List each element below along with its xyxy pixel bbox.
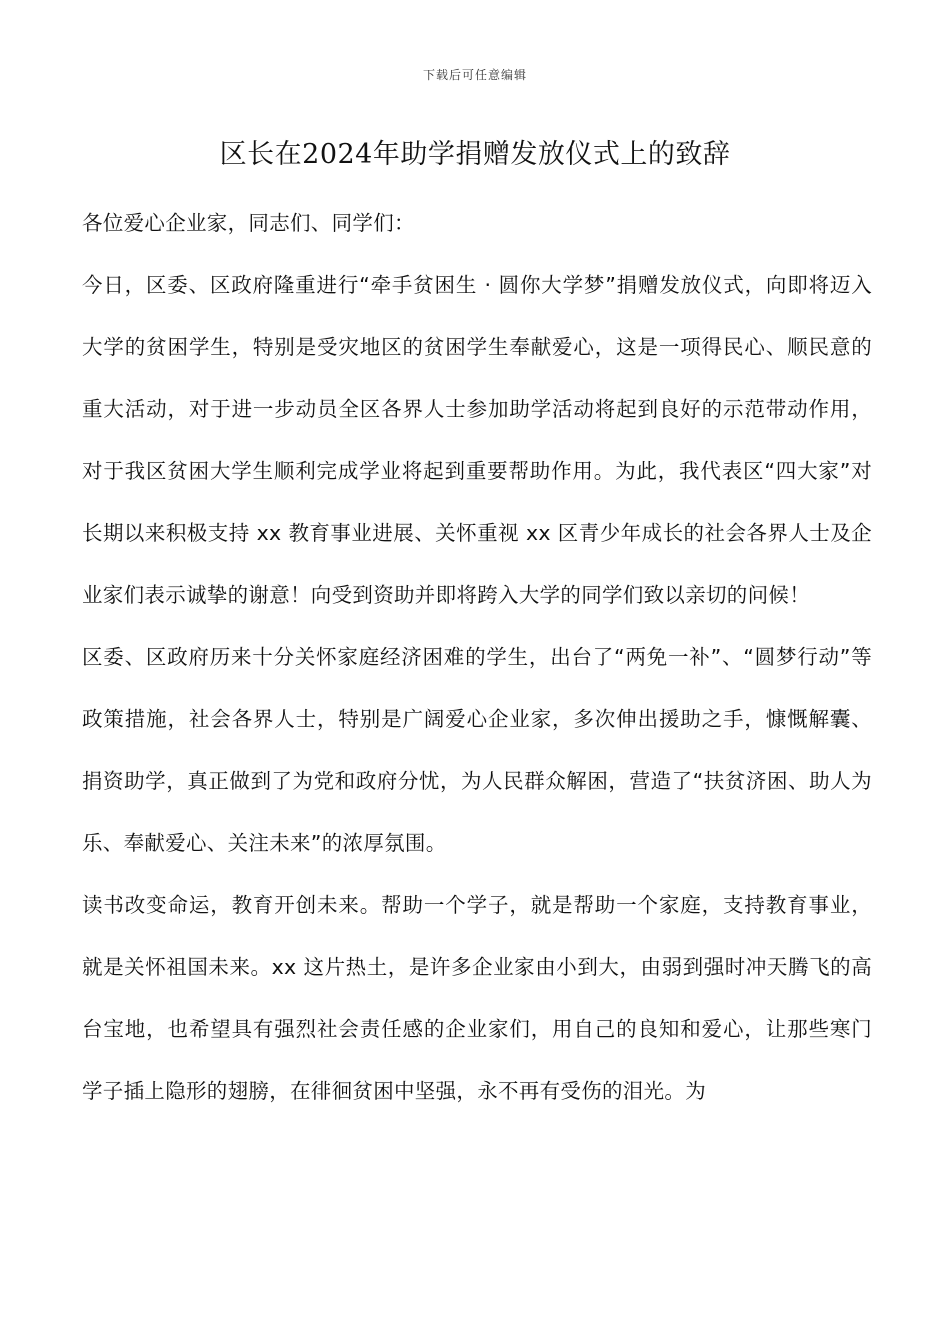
paragraph-3: 读书改变命运，教育开创未来。帮助一个学子，就是帮助一个家庭，支持教育事业，就是关怀祖国未来。xx 这片热土，是许多企业家由小到大，由弱到强时冲天腾飞的高台宝地，也希望具有强烈社会责任感的企业家们，用自己的良知和爱心，让那些寒门学子插上隐形的翅膀，在徘徊贫困中坚强，永不再有受伤的泪光。为 — [82, 893, 872, 1103]
paragraph-2: 区委、区政府历来十分关怀家庭经济困难的学生，出台了“两免一补”、“圆梦行动”等政策措施，社会各界人士，特别是广阔爱心企业家，多次伸出援助之手，慷慨解囊、捐资助学，真正做到了为党和政府分忧，为人民群众解困，营造了“扶贫济困、助人为乐、奉献爱心、关注未来”的浓厚氛围。 — [82, 645, 872, 855]
paragraph-1: 今日，区委、区政府隆重进行“牵手贫困生 · 圆你大学梦”捐赠发放仪式，向即将迈入大学的贫困学生，特别是受灾地区的贫困学生奉献爱心，这是一项得民心、顺民意的重大活动，对于进一步动员全区各界人士参加助学活动将起到良好的示范带动作用，对于我区贫困大学生顺利完成学业将起到重要帮助作用。为此，我代表区“四大家”对长期以来积极支持 xx 教育事业进展、关怀重视 xx 区青少年成长的社会各界人士及企业家们表示诚挚的谢意！向受到资助并即将跨入大学的同学们致以亲切的问候！ — [82, 273, 872, 607]
header-note: 下载后可任意编辑 — [422, 68, 527, 82]
document-body — [82, 192, 872, 1122]
salutation: 各位爱心企业家，同志们、同学们： — [82, 211, 415, 235]
document-title: 区长在2024年助学捐赠发放仪式上的致辞 — [219, 139, 731, 170]
